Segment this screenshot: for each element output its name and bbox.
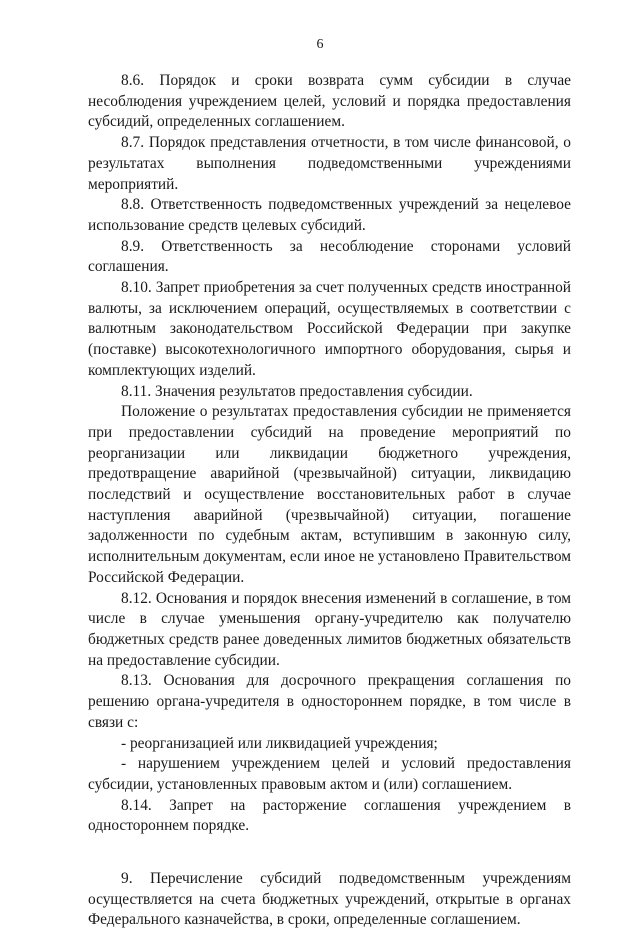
paragraph-8-6: 8.6. Порядок и сроки возврата сумм субсидии в случае несоблюдения учреждением целей, условий и порядка предоставления субсидий, определенных соглашением.	[88, 72, 571, 131]
page-number: 6	[316, 37, 324, 52]
document-body	[88, 71, 571, 931]
paragraph-8-12: 8.12. Основания и порядок внесения изменений в соглашение, в том числе в случае уменьшения органу-учредителю как получателю бюджетных средств ранее доведенных лимитов бюджетных обязательств на предоставление субсидии.	[88, 589, 571, 669]
list-item-reorganization: - реорганизацией или ликвидацией учреждения;	[121, 734, 438, 752]
paragraph-8-7: 8.7. Порядок представления отчетности, в том числе финансовой, о результатах выполнения подведомственными учреждениями мероприятий.	[88, 134, 571, 193]
paragraph-8-9: 8.9. Ответственность за несоблюдение сторонами условий соглашения.	[88, 237, 571, 276]
list-item-violation: - нарушением учреждением целей и условий предоставления субсидии, установленных правовым актом и (или) соглашением.	[88, 755, 571, 793]
paragraph-8-14: 8.14. Запрет на расторжение соглашения учреждением в одностороннем порядке.	[88, 796, 571, 835]
paragraph-8-13: 8.13. Основания для досрочного прекращения соглашения по решению органа-учредителя в одностороннем порядке, в том числе в связи с:	[88, 672, 571, 731]
paragraph-8-8: 8.8. Ответственность подведомственных учреждений за нецелевое использование средств целевых субсидий.	[88, 196, 571, 234]
paragraph-8-11: 8.11. Значения результатов предоставления субсидии.	[121, 382, 473, 400]
paragraph-8-10: 8.10. Запрет приобретения за счет полученных средств иностранной валюты, за исключением операций, осуществляемых в соответствии с валютным законодательством Российской Федерации при закупке (поставке) высокотехнологичного импортного оборудования, сырья и комплектующих изделий.	[88, 279, 571, 379]
paragraph-results-provision: Положение о результатах предоставления субсидии не применяется при предоставлении субсидий на проведение мероприятий по реорганизации или ликвидации бюджетного учреждения, предотвращение аварийной (чрезвычайной) ситуации, ликвидацию последствий и осуществление восстановительных работ в случае наступления аварийной (чрезвычайной) ситуации, погашение задолженности по судебным актам, вступившим в законную силу, исполнительным документам, если иное не установлено Правительством Российской Федерации.	[88, 403, 571, 586]
paragraph-9: 9. Перечисление субсидий подведомственным учреждениям осуществляется на счета бюджетных учреждений, открытые в органах Федерального казначейства, в сроки, определенные соглашением.	[88, 870, 571, 929]
